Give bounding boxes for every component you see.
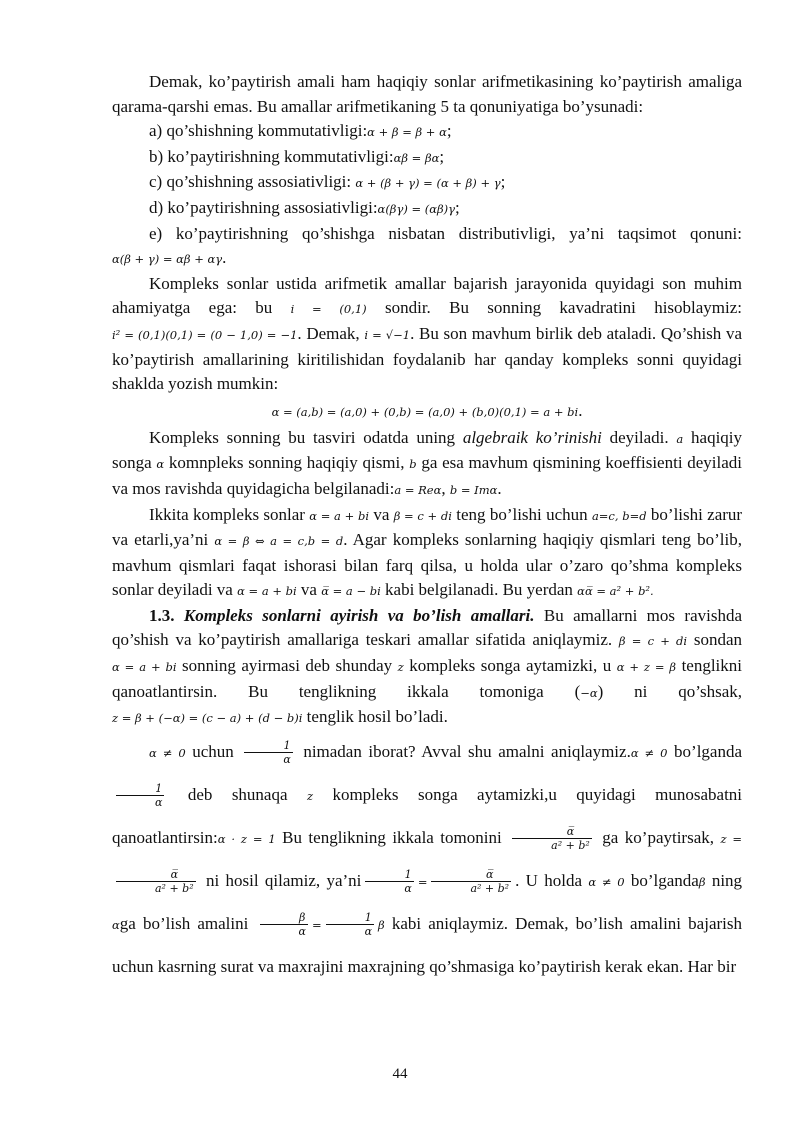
algebraic-form-formula: α = (a,b) = (a,0) + (0,b) = (a,0) + (b,0)(0,1) = a + bi.: [271, 400, 583, 420]
section-number: 1.3.: [149, 605, 175, 625]
frac-num: α̅: [512, 825, 592, 839]
law-b-text: b) ko’paytirishning kommutativligi:: [149, 146, 394, 166]
p3-text-b: deyiladi.: [609, 427, 669, 447]
frac-num: 1: [116, 782, 164, 796]
p5-formula-alpha: α = a + bi: [112, 660, 177, 675]
p5-text-d: kompleks songa aytamizki, u: [409, 656, 612, 676]
p6-text-c: bo’lganda: [674, 741, 743, 761]
p4-text-d: bo’lishi zarur va etarli,ya’ni: [112, 504, 743, 550]
p5-text-h: tenglik hosil bo’ladi.: [306, 707, 448, 727]
frac-num: 1: [244, 739, 292, 753]
p4-text-a: Ikkita kompleks sonlar: [149, 504, 305, 524]
frac-num: α̅: [116, 868, 196, 882]
fraction-one-over-alpha: [244, 739, 292, 766]
p2-formula-sqrt: i = √−1: [364, 327, 411, 342]
p4-text-g: va: [300, 580, 317, 600]
law-e-formula: α(β + γ) = αβ + αγ: [112, 252, 223, 267]
p3-formula-re: a = Reα: [394, 482, 442, 497]
law-a-formula: α + β = β + α: [367, 125, 447, 140]
p6-text-m: ga bo’lish amalini: [119, 913, 249, 933]
algebraic-form-formula-text: α = (a,b) = (a,0) + (0,b) = (a,0) + (b,0)(0,1) = a + bi: [271, 404, 579, 419]
p6-text-a: uchun: [192, 741, 234, 761]
p5-formula-z-result: z = β + (−α) = (c − a) + (d − b)i: [112, 711, 303, 726]
law-c-formula: α + (β + γ) = (α + β) + γ: [355, 176, 501, 191]
p4-formula-conj: α̅ = a − bi: [321, 584, 381, 599]
p6-formula-beta: β: [698, 874, 706, 889]
p6-formula-nonzero: α ≠ 0: [149, 745, 186, 760]
p5-text-e: tenglikni qanoatlantirsin. Bu tenglikning ikkala tomoniga (: [112, 656, 743, 701]
p4-text-c: teng bo’lishi uchun: [456, 504, 588, 524]
p4-text-h: kabi belgilanadi. Bu yerdan: [385, 580, 573, 600]
fraction-one-over-alpha-2: [116, 782, 164, 809]
law-c: c) qo’shishning assosiativligi: α + (β + γ) = (α + β) + γ;: [149, 172, 506, 192]
document-page: [112, 70, 742, 988]
p3-text-d: komnpleks sonning haqiqiy qismi,: [168, 453, 405, 473]
p6-formula-nonzero-2: α ≠ 0: [630, 745, 668, 760]
p5-formula-neg-alpha: −α: [580, 685, 598, 700]
frac-den: a² + b²: [551, 839, 590, 853]
fraction-beta-over-alpha: [260, 911, 308, 938]
p3-formula-a: a: [676, 431, 684, 446]
p5-formula-beta: β = c + di: [618, 634, 688, 649]
imaginary-unit-paragraph: [112, 272, 742, 397]
law-a: a) qo’shishning kommutativligi:α + β = β + α;: [149, 121, 452, 141]
p5-formula-z: z: [397, 660, 404, 675]
p3-formula-alpha: α: [156, 457, 165, 472]
fraction-one-over-alpha-3: [365, 868, 413, 895]
frac-den: α: [283, 753, 291, 767]
p2-text-a: Kompleks sonlar ustida arifmetik amallar bajarish jarayonida quyidagi son muhim ahamiyatga ega: bu: [112, 273, 742, 318]
p6-formula-z: z: [306, 788, 314, 803]
law-a-text: a) qo’shishning kommutativligi:: [149, 121, 368, 141]
law-e-text: e) ko’paytirishning qo’shishga nisbatan distributivligi, ya’ni taqsimot qonuni:: [149, 223, 742, 243]
p6-text-j: . U holda: [515, 870, 583, 890]
p6-text-i: ni hosil qilamiz, ya’ni: [205, 870, 362, 890]
p4-text-e: . Agar kompleks sonlarning haqiqiy qismlari teng bo’lib, mavhum qismlari faqat ishorasi bilan farq qilsa, u holda ular o’zaro qo’shma kompleks sonlar deyiladi va: [112, 530, 742, 600]
law-d-formula: α(βγ) = (αβ)γ: [377, 201, 456, 216]
p3-text-e: ga esa mavhum qismining koeffisienti deyiladi va mos ravishda quyidagicha belgilanadi:: [112, 453, 743, 498]
equals-sign-2: =: [311, 917, 322, 932]
p6-formula-z-eq: z =: [720, 831, 743, 846]
p6-formula-alpha: α: [112, 917, 120, 932]
page-number: 44: [392, 1066, 408, 1082]
fraction-conj-over-norm-2: [116, 868, 196, 895]
p6-text-e: kompleks songa aytamizki,u quyidagi munosabatni qanoatlantirsin:: [112, 784, 743, 847]
p3-text-a: Kompleks sonning bu tasviri odatda uning: [149, 427, 456, 447]
p5-text-a: Bu amallarni mos ravishda qo’shish va ko’paytirish amallariga teskari amallar sifatida aniqlaymiz.: [112, 605, 742, 650]
frac-num: α̅: [431, 868, 511, 882]
p6-text-k: bo’lganda: [630, 870, 699, 890]
law-b-formula: αβ = βα: [393, 150, 440, 165]
p4-formula-alpha2: α = a + bi: [237, 584, 297, 599]
p2-text-d: . Bu son mavhum birlik deb ataladi. Qo’shish va ko’paytirish amallarining kiritilishidan foydalanib har qanday kompleks sonni quyidagi shakldа yozish mumkin:: [112, 323, 743, 394]
division-paragraph: [112, 731, 742, 988]
frac-num: 1: [326, 911, 374, 925]
p6-text-l: ning: [711, 870, 743, 890]
p4-formula-beta: β = c + di: [393, 508, 452, 523]
law-c-text: c) qo’shishning assosiativligi:: [149, 172, 352, 192]
real-imag-part-paragraph: Kompleks sonning bu tasviri odatda uning algebraik ko’rinishi deyiladi. a haqiqiy songa α komnpleks sonning haqiqiy qismi, b ga esa mavhum qismining koeffisienti deyiladi va mos ravishda quyidagicha belgilanadi:a = Reα, b = Imα.: [112, 427, 743, 498]
p6-text-b: nimadan iborat? Avval shu amalni aniqlaymiz.: [303, 741, 631, 761]
law-d: d) ko’paytirishning assosiativligi:α(βγ) = (αβ)γ;: [149, 197, 460, 217]
fraction-conj-over-norm-3: [431, 868, 511, 895]
p6-text-g: Bu tenglikning ikkala tomonini: [282, 827, 502, 847]
p4-text-b: va: [373, 504, 390, 524]
intro-paragraph: Demak, ko’paytirish amali ham haqiqiy sonlar arifmetikasining ko’paytirish amaliga qarama-qarshi emas. Bu amallar arifmetikaning 5 ta qonuniyatiga bo’ysunadi:: [112, 72, 742, 116]
p4-formula-cond: a=c, b=d: [591, 508, 647, 523]
p5-formula-sum: α + z = β: [616, 660, 677, 675]
frac-den: α: [364, 925, 373, 939]
fraction-one-over-alpha-4: [326, 911, 374, 938]
frac-num: 1: [365, 868, 413, 882]
p4-formula-alpha: α = a + bi: [309, 508, 370, 523]
equality-paragraph: [112, 503, 742, 604]
section-title: Kompleks sonlarni ayirish va bo’lish amallari.: [183, 605, 535, 625]
p6-text-n: kabi aniqlaymiz. Demak, bo’lish amalini bajarish uchun kasrning surat va maxrajini maxrajning qo’shmasiga ko’paytirish kerak ekan. Har bir: [112, 913, 742, 976]
p6-text-h: ga ko’paytirsak,: [602, 827, 715, 847]
p2-formula-i-squared: i² = (0,1)(0,1) = (0 − 1,0) = −1: [112, 327, 298, 342]
p4-formula-norm: αα̅ = a² + b².: [577, 584, 654, 599]
p6-formula-beta-2: β: [378, 917, 385, 932]
p5-text-c: sonning ayirmasi deb shunday: [182, 656, 393, 676]
subtraction-paragraph: [112, 604, 742, 731]
law-b: b) ko’paytirishning kommutativligi:αβ = βα;: [149, 146, 445, 166]
p6-formula-product: α · z = 1: [217, 831, 276, 846]
p3-formula-b: b: [409, 457, 417, 472]
law-d-text: d) ko’paytirishning assosiativligi:: [149, 197, 378, 217]
p2-formula-i: i = (0,1): [290, 302, 367, 317]
p4-formula-equiv: α = β ⇔ a = c,b = d: [214, 534, 344, 549]
p3-formula-im: b = Imα: [449, 482, 498, 497]
p5-text-b: sondan: [693, 630, 742, 650]
p2-text-c: . Demak,: [297, 323, 360, 343]
law-e: e) ko’paytirishning qo’shishga nisbatan distributivligi, ya’ni taqsimot qonuni: α(β + γ) = αβ + αγ.: [112, 223, 742, 268]
frac-num: β: [260, 911, 308, 925]
p2-text-b: sondir. Bu sonning kavadratini hisoblaymiz:: [384, 298, 743, 318]
p6-formula-nonzero-3: α ≠ 0: [588, 874, 625, 889]
equals-sign: =: [417, 874, 428, 889]
frac-den: a² + b²: [155, 882, 194, 896]
p6-text-d: deb shunaqa: [187, 784, 288, 804]
p3-emphasis: algebraik ko’rinishi: [462, 427, 602, 447]
p3-text-c: haqiqiy songa: [112, 427, 743, 473]
fraction-conj-over-norm: [512, 825, 592, 852]
frac-den: α: [298, 925, 306, 939]
frac-den: α: [155, 796, 163, 810]
p5-text-g: ) ni qo’shsak,: [597, 681, 743, 701]
frac-den: a² + b²: [470, 882, 510, 896]
frac-den: α: [404, 882, 412, 896]
